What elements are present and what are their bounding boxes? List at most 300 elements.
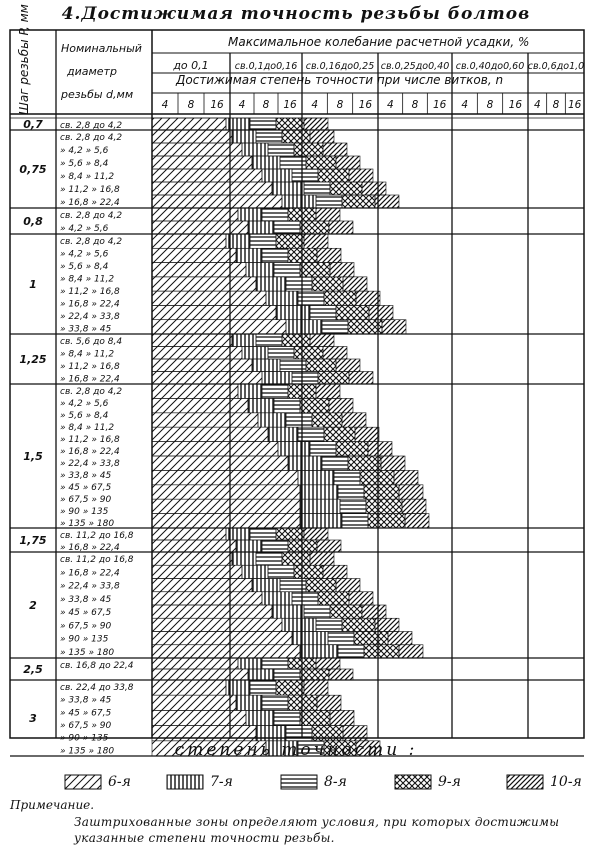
pitch-cell: 2 [29, 599, 37, 612]
hatch-zone [292, 372, 318, 385]
hatch-zone [330, 182, 362, 195]
dense-diag-hatch-swatch-icon [506, 774, 544, 790]
hatch-zone [282, 195, 316, 208]
pitch-cell: 0,75 [19, 163, 47, 176]
turns-label: 8 [187, 99, 195, 111]
hatch-zone [322, 456, 348, 470]
hatch-zone [242, 347, 268, 360]
legend-item-9 [394, 772, 461, 792]
hatch-zone [152, 248, 236, 262]
diameter-cell: св. 2,8 до 4,2 [60, 237, 123, 247]
hatch-zone [262, 248, 288, 262]
diameter-cell: » 5,6 » 8,4 [60, 411, 109, 421]
hatch-zone [294, 565, 323, 578]
hatch-zone [306, 359, 336, 372]
legend-label: 9-я [438, 774, 461, 790]
hatch-zone [381, 456, 405, 470]
pitch-cell: 0,8 [23, 215, 43, 228]
hatch-zone [152, 291, 266, 305]
diameter-cell: св. 11,2 до 16,8 [60, 555, 134, 565]
hatch-zone [274, 710, 300, 725]
pitch-cell: 0,7 [23, 118, 43, 131]
diameter-cell: » 67,5 » 90 [60, 495, 112, 505]
diameter-cell: св. 2,8 до 4,2 [60, 387, 123, 397]
hatch-zone [310, 305, 336, 319]
diameter-cell: » 16,8 » 22,4 [60, 447, 120, 457]
hatch-zone [282, 334, 310, 347]
hatch-zone [324, 291, 356, 305]
diameter-cell: » 16,8 » 22,4 [60, 374, 120, 385]
page-title: 4.Достижимая точность резьбы болтов [61, 4, 531, 24]
hatch-zone [304, 605, 330, 618]
hatch-zone [300, 669, 329, 680]
hatch-zone [399, 645, 423, 658]
hatch-zone [286, 413, 312, 427]
hatch-zone [405, 514, 429, 528]
hatch-zone [342, 514, 368, 528]
shrinkage-group-label: св.0,1до0,16 [234, 61, 298, 72]
hatch-zone [336, 305, 369, 319]
turns-label: 8 [486, 99, 494, 111]
hatch-zone [394, 470, 418, 484]
hatch-zone [262, 540, 288, 552]
hatch-zone [152, 540, 236, 552]
hatch-zone [236, 540, 262, 552]
hatch-zone [152, 710, 246, 725]
hatch-zone [236, 695, 262, 710]
diameter-cell: » 11,2 » 16,8 [60, 287, 120, 297]
diameter-cell: св. 11,2 до 16,8 [60, 531, 134, 541]
hatch-zone [318, 592, 349, 605]
legend-label: 8-я [324, 774, 347, 790]
turns-label: 16 [567, 99, 582, 111]
diameter-cell: » 45 » 67,5 [60, 708, 112, 719]
hatch-zone [152, 605, 272, 618]
hatch-zone [382, 320, 406, 334]
hatch-zone [317, 248, 341, 262]
hatch-zone [317, 695, 341, 710]
hatch-zone [250, 680, 276, 695]
diameter-cell: » 90 » 135 [60, 733, 109, 744]
diameter-cell: » 22,4 » 33,8 [60, 581, 120, 592]
diameter-cell: » 33,8 » 45 [60, 471, 112, 481]
turns-label: 16 [508, 99, 523, 111]
hatch-zone [336, 442, 368, 456]
diameter-cell: » 11,2 » 16,8 [60, 185, 120, 195]
hatch-zone [152, 384, 238, 398]
hatch-zone [323, 143, 347, 156]
table-header [17, 4, 584, 115]
hatch-zone [152, 305, 276, 319]
hatch-zone [342, 195, 375, 208]
turns-label: 16 [283, 99, 297, 111]
diameter-cell: » 135 » 180 [60, 746, 115, 757]
shrinkage-header: Максимальное колебание расчетной усадки, % [228, 35, 530, 49]
hatch-zone [329, 669, 353, 680]
diameter-cell: » 33,8 » 45 [60, 594, 112, 605]
shrinkage-group-label: св.0,16до0,25 [305, 61, 375, 72]
hatch-zone [306, 156, 336, 169]
hatch-zone [316, 208, 340, 221]
pitch-cell: 1,25 [19, 353, 47, 366]
hatch-zone [238, 208, 262, 221]
hatch-zone [272, 182, 304, 195]
diameter-cell: » 16,8 » 22,4 [60, 299, 120, 310]
hatch-zone [152, 695, 236, 710]
diameter-cell: св. 2,8 до 4,2 [60, 211, 123, 221]
hatch-zone [152, 632, 292, 645]
hatch-zone [152, 182, 272, 195]
turns-label: 16 [210, 99, 224, 111]
hatch-zone [252, 156, 280, 169]
turns-label: 4 [386, 99, 394, 111]
turns-label: 16 [432, 99, 447, 111]
hatch-zone [238, 658, 262, 669]
hatch-zone [152, 130, 232, 143]
hatch-zone [323, 565, 347, 578]
hatch-zone [316, 384, 340, 398]
hatch-zone [152, 234, 226, 248]
diameter-cell: » 45 » 67,5 [60, 608, 112, 618]
hatch-zone [300, 710, 330, 725]
diameter-cell: » 4,2 » 5,6 [60, 224, 109, 234]
hatch-zone [364, 645, 399, 658]
turns-header: Достижимая степень точности при числе витков, n [176, 73, 504, 87]
diam-col-header-1: Номинальный [61, 42, 142, 55]
hatch-zone [152, 320, 286, 334]
legend-item-6 [64, 772, 131, 792]
hatch-zone [354, 632, 388, 645]
hatch-zone [152, 528, 226, 540]
hatch-zone [304, 680, 328, 695]
hatch-zone [256, 277, 286, 291]
hatch-zone [262, 658, 288, 669]
diag-hatch-swatch-icon [64, 774, 102, 790]
hatch-zone [152, 221, 248, 234]
legend-item-8 [280, 772, 347, 792]
hatch-zone [360, 470, 394, 484]
hatch-zone [369, 305, 393, 319]
hatch-zone [330, 710, 354, 725]
hatch-zone [316, 618, 342, 631]
hatch-zone [368, 442, 392, 456]
hatch-zone [248, 669, 274, 680]
pitch-col-header: Шаг резьбы P, мм [17, 4, 31, 115]
hatch-zone [364, 485, 399, 499]
hatch-zone [152, 143, 242, 156]
hatch-zone [238, 384, 262, 398]
hatch-zone [312, 413, 342, 427]
diameter-cell: св. 2,8 до 4,2 [60, 121, 123, 131]
diameter-cell: » 16,8 » 22,4 [60, 543, 120, 553]
diameter-cell: » 4,2 » 5,6 [60, 399, 109, 409]
hatch-zone [343, 277, 367, 291]
hatch-zone [262, 372, 292, 385]
hatch-zone [292, 592, 318, 605]
vert-hatch-swatch-icon [166, 774, 204, 790]
turns-label: 4 [311, 99, 319, 111]
diameter-cell: » 5,6 » 8,4 [60, 159, 109, 169]
pitch-cell: 2,5 [23, 663, 43, 676]
diam-col-header-3: резьбы d,мм [61, 88, 134, 101]
hatch-zone [152, 485, 300, 499]
hatch-zone [152, 514, 300, 528]
hatch-zone [232, 334, 256, 347]
legend-label: 10-я [550, 774, 582, 790]
hatch-zone [152, 552, 232, 565]
hatch-zone [304, 118, 328, 130]
hatch-zone [310, 552, 334, 565]
hatch-zone [246, 263, 274, 277]
shrinkage-group-label: св.0,40до0,60 [455, 61, 525, 72]
diameter-cell: св. 16,8 до 22,4 [60, 661, 134, 671]
hatch-zone [152, 195, 282, 208]
pitch-cell: 3 [29, 712, 37, 725]
diameter-cell: » 11,2 » 16,8 [60, 362, 120, 372]
diameter-cell: » 8,4 » 11,2 [60, 172, 115, 182]
hatch-zone [248, 221, 274, 234]
diam-col-header-2: диаметр [67, 65, 117, 78]
hatch-zone [349, 169, 373, 182]
hatch-zone [250, 118, 276, 130]
hatch-zone [152, 645, 300, 658]
hatch-zone [366, 499, 402, 513]
hatch-zone [152, 680, 226, 695]
hatch-zone [152, 470, 298, 484]
diameter-cell: » 90 » 135 [60, 507, 109, 517]
hatch-zone [348, 456, 381, 470]
hatch-zone [282, 552, 310, 565]
hatch-zone [294, 143, 323, 156]
hatch-zone [318, 169, 349, 182]
legend-item-10 [506, 772, 582, 792]
hatch-zone [262, 592, 292, 605]
diameter-cell: св. 5,6 до 8,4 [60, 337, 123, 347]
hatch-zone [268, 347, 294, 360]
hatch-zone [338, 645, 364, 658]
diameter-cell: » 67,5 » 90 [60, 721, 112, 731]
diameter-cell: » 90 » 135 [60, 634, 109, 645]
hatch-zone [256, 334, 282, 347]
hatch-zone [328, 632, 354, 645]
hatch-zone [348, 320, 382, 334]
turns-label: 4 [461, 99, 469, 111]
hatch-zone [250, 234, 276, 248]
hatch-zone [300, 221, 329, 234]
hatch-zone [292, 169, 318, 182]
hatch-zone [268, 565, 294, 578]
hatch-zone [276, 680, 304, 695]
diameter-cell: » 22,4 » 33,8 [60, 312, 120, 322]
diameter-cell: » 5,6 » 8,4 [60, 262, 109, 272]
hatch-zone [152, 118, 226, 130]
diameter-cell: » 67,5 » 90 [60, 621, 112, 632]
hatch-zone [322, 320, 348, 334]
hatch-zone [323, 347, 347, 360]
hatch-zone [152, 372, 262, 385]
hatch-zone [152, 334, 232, 347]
hatch-zone [300, 514, 342, 528]
hatch-zone [338, 485, 364, 499]
hatch-zone [300, 485, 338, 499]
hatch-zone [310, 130, 334, 143]
hatch-zone [152, 347, 242, 360]
hatch-zone [336, 359, 360, 372]
legend-label: 7-я [210, 774, 233, 790]
hatch-zone [340, 499, 366, 513]
hatch-zone [232, 130, 256, 143]
hatch-zone [152, 169, 262, 182]
hatch-zone [152, 499, 300, 513]
horiz-hatch-swatch-icon [280, 774, 318, 790]
diameter-cell: » 11,2 » 16,8 [60, 435, 120, 445]
hatch-zone [248, 398, 274, 412]
hatch-zone [310, 442, 336, 456]
hatch-zone [268, 143, 294, 156]
diameter-cell: » 33,8 » 45 [60, 695, 112, 706]
hatch-zone [152, 442, 278, 456]
shrinkage-group-label: до 0,1 [173, 59, 209, 72]
hatch-zone [316, 195, 342, 208]
hatch-zone [152, 208, 238, 221]
hatch-zone [276, 234, 304, 248]
hatch-zone [262, 208, 288, 221]
hatch-zone [152, 359, 252, 372]
hatch-zone [278, 442, 310, 456]
shrinkage-group-label: св.0,25до0,40 [380, 61, 450, 72]
hatch-zone [402, 499, 426, 513]
turns-label: 4 [238, 99, 246, 111]
hatch-zone [152, 263, 246, 277]
hatch-zone [232, 552, 256, 565]
hatch-zone [336, 156, 360, 169]
legend-label: 6-я [108, 774, 131, 790]
hatch-zone [262, 384, 288, 398]
diameter-cell: » 135 » 180 [60, 519, 115, 529]
hatch-zone [355, 427, 379, 441]
turns-label: 8 [411, 99, 419, 111]
hatch-zone [286, 277, 312, 291]
hatch-zone [274, 221, 300, 234]
hatch-zone [282, 130, 310, 143]
hatched-zones [152, 118, 429, 756]
hatch-zone [342, 618, 375, 631]
turns-label: 4 [533, 99, 541, 111]
hatch-zone [152, 277, 256, 291]
diameter-cell: » 8,4 » 11,2 [60, 274, 115, 285]
hatch-zone [276, 118, 304, 130]
hatch-zone [362, 182, 386, 195]
turns-label: 8 [262, 99, 270, 111]
turns-label: 8 [552, 99, 560, 111]
hatch-zone [324, 427, 355, 441]
hatch-zone [250, 528, 276, 540]
hatch-zone [318, 372, 349, 385]
hatch-zone [252, 359, 280, 372]
diameter-cell: » 33,8 » 45 [60, 324, 112, 335]
hatch-zone [152, 156, 252, 169]
table-body [19, 118, 133, 756]
diameter-cell: » 22,4 » 33,8 [60, 459, 120, 469]
diameter-cell: св. 22,4 до 33,8 [60, 683, 134, 693]
hatch-zone [349, 372, 373, 385]
hatch-zone [336, 579, 360, 592]
diameter-cell: » 16,8 » 22,4 [60, 198, 120, 208]
hatch-zone [288, 456, 322, 470]
hatch-zone [362, 605, 386, 618]
hatch-zone [152, 618, 282, 631]
legend [0, 772, 592, 792]
hatch-zone [304, 528, 328, 540]
hatch-zone [274, 398, 300, 412]
hatch-zone [266, 291, 298, 305]
legend-title: степень точности : [174, 740, 418, 760]
hatch-zone [152, 669, 248, 680]
turns-label: 4 [161, 99, 169, 111]
hatch-zone [282, 618, 316, 631]
cross-hatch-swatch-icon [394, 774, 432, 790]
hatch-zone [388, 632, 412, 645]
pitch-cell: 1,75 [19, 534, 47, 547]
hatch-zone [298, 470, 334, 484]
hatch-zone [152, 658, 238, 669]
hatch-zone [342, 413, 366, 427]
hatch-zone [252, 579, 280, 592]
turns-label: 16 [358, 99, 373, 111]
hatch-zone [246, 710, 274, 725]
hatch-zone [316, 658, 340, 669]
hatch-zone [368, 514, 405, 528]
hatch-zone [294, 347, 323, 360]
hatch-zone [272, 605, 304, 618]
hatch-zone [152, 579, 252, 592]
hatch-zone [274, 669, 300, 680]
diameter-cell: » 4,2 » 5,6 [60, 146, 109, 156]
diameter-cell: » 45 » 67,5 [60, 483, 112, 493]
hatch-zone [329, 221, 353, 234]
hatch-zone [356, 291, 380, 305]
note-title: Примечание. [10, 798, 95, 812]
diameter-cell: св. 2,8 до 4,2 [60, 133, 123, 143]
legend-item-7 [166, 772, 233, 792]
hatch-zone [276, 305, 310, 319]
hatch-zone [256, 130, 282, 143]
hatch-zone [304, 234, 328, 248]
hatch-zone [236, 248, 262, 262]
hatch-zone [256, 552, 282, 565]
hatch-zone [152, 398, 248, 412]
turns-label: 8 [336, 99, 344, 111]
hatch-zone [262, 169, 292, 182]
hatch-zone [152, 413, 258, 427]
diameter-cell: » 4,2 » 5,6 [60, 249, 109, 260]
hatch-zone [262, 695, 288, 710]
hatch-zone [300, 398, 329, 412]
hatch-zone [329, 398, 353, 412]
hatch-zone [300, 645, 338, 658]
hatch-zone [276, 528, 304, 540]
hatch-zone [286, 320, 322, 334]
hatch-zone [349, 592, 373, 605]
diameter-cell: » 8,4 » 11,2 [60, 423, 115, 433]
hatch-zone [312, 277, 343, 291]
hatch-zone [317, 540, 341, 552]
hatch-zone [258, 413, 286, 427]
hatch-zone [330, 263, 354, 277]
hatch-zone [152, 592, 262, 605]
diameter-cell: » 8,4 » 11,2 [60, 349, 115, 360]
shrinkage-group-label: св.0,6до1,0 [527, 61, 585, 72]
